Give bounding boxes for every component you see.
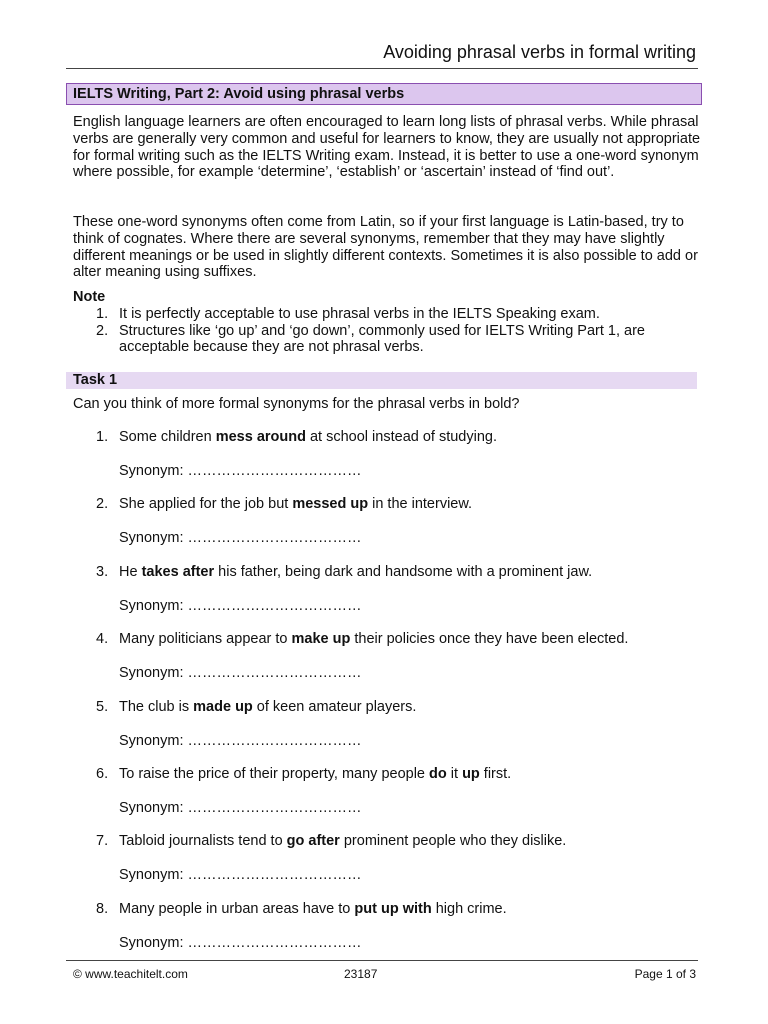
question-number: 4. <box>96 631 109 648</box>
question-number: 7. <box>96 833 109 850</box>
question-text-after: in the interview. <box>368 496 473 513</box>
question-text-after: first. <box>479 765 512 782</box>
question-text-before: Many people in urban areas have to <box>119 900 355 917</box>
synonym-answer-line[interactable]: Synonym: ……………………………… <box>119 799 362 816</box>
note-block <box>73 289 703 356</box>
note-item-number: 1. <box>96 305 109 322</box>
question-text-middle: it <box>446 765 463 782</box>
question-text-before: The club is <box>119 698 194 715</box>
question-text <box>119 833 699 849</box>
question-number: 3. <box>96 563 109 580</box>
question-text-after: his father, being dark and handsome with a prominent jaw. <box>214 563 593 580</box>
question-list <box>73 429 703 968</box>
question-text <box>119 564 699 580</box>
phrasal-verb: messed up <box>292 496 369 513</box>
phrasal-verb-particle: up <box>462 765 480 782</box>
phrasal-verb: do <box>429 765 447 782</box>
synonym-answer-line[interactable]: Synonym: ……………………………… <box>119 665 362 682</box>
question-number: 8. <box>96 900 109 917</box>
synonym-answer-line[interactable]: Synonym: ……………………………… <box>119 597 362 614</box>
question-number: 5. <box>96 698 109 715</box>
question-item <box>73 901 703 968</box>
note-item-text: It is perfectly acceptable to use phrasal verbs in the IELTS Speaking exam. <box>119 305 600 322</box>
synonym-answer-line[interactable]: Synonym: ……………………………… <box>119 530 362 547</box>
question-text <box>119 766 699 782</box>
section-heading: IELTS Writing, Part 2: Avoid using phrasal verbs <box>66 83 702 105</box>
synonym-answer-line[interactable]: Synonym: ……………………………… <box>119 867 362 884</box>
note-title: Note <box>73 289 106 305</box>
question-item <box>73 631 703 698</box>
synonym-answer-line[interactable]: Synonym: ……………………………… <box>119 463 362 479</box>
question-text-before: Many politicians appear to <box>119 631 292 648</box>
question-text-before: He <box>119 563 142 580</box>
intro-paragraph-2: These one-word synonyms often come from Latin, so if your first language is Latin-based, try to think of cognates. Where there are several synonyms, remember that they may have slightly different meanings or be used in slightly different contexts. Sometimes it is also possible to add or alter meaning using suffixes. <box>73 214 698 281</box>
phrasal-verb: go after <box>286 833 340 850</box>
page-title: Avoiding phrasal verbs in formal writing <box>383 42 696 62</box>
question-text <box>119 429 699 445</box>
note-item <box>73 306 703 323</box>
footer-copyright: © www.teachitelt.com <box>73 967 188 981</box>
phrasal-verb: made up <box>193 698 253 715</box>
footer-page-number: Page 1 of 3 <box>634 967 696 981</box>
note-item-text: Structures like ‘go up’ and ‘go down’, commonly used for IELTS Writing Part 1, are acceptable because they are not phrasal verbs. <box>119 322 646 356</box>
footer-resource-code: 23187 <box>344 967 378 981</box>
question-item <box>73 833 703 900</box>
question-item <box>73 766 703 833</box>
question-text-before: Some children <box>119 429 216 445</box>
page-footer <box>66 960 698 985</box>
note-item <box>73 323 703 357</box>
phrasal-verb: takes after <box>141 563 215 580</box>
question-text-after: at school instead of studying. <box>305 429 498 445</box>
question-text-after: prominent people who they dislike. <box>339 833 567 850</box>
question-item <box>73 429 703 496</box>
question-text-before: Tabloid journalists tend to <box>119 833 287 850</box>
page-header <box>66 38 698 69</box>
question-text <box>119 496 699 512</box>
question-number: 2. <box>96 496 109 513</box>
phrasal-verb: put up with <box>354 900 432 917</box>
question-text-before: To raise the price of their property, many people <box>119 765 430 782</box>
task-instructions: Can you think of more formal synonyms for the phrasal verbs in bold? <box>73 396 520 412</box>
question-text-after: high crime. <box>431 900 507 917</box>
question-item <box>73 564 703 631</box>
question-item <box>73 699 703 766</box>
question-item <box>73 496 703 563</box>
intro-paragraph-1: English language learners are often encouraged to learn long lists of phrasal verbs. While phrasal verbs are generally very common and useful for learners to know, they are usually not appropriate for formal writing such as the IELTS Writing exam. Instead, it is better to use a one-word synonym where possible, for example ‘determine’, ‘establish’ or ‘ascertain’ instead of ‘find out’. <box>73 114 701 181</box>
synonym-answer-line[interactable]: Synonym: ……………………………… <box>119 934 362 951</box>
phrasal-verb: mess around <box>215 429 306 445</box>
question-number: 6. <box>96 765 109 782</box>
question-text <box>119 631 699 647</box>
question-text <box>119 699 699 715</box>
phrasal-verb: make up <box>291 631 351 648</box>
question-text-after: of keen amateur players. <box>252 698 417 715</box>
question-text-after: their policies once they have been elected. <box>350 631 629 648</box>
question-text-before: She applied for the job but <box>119 496 293 513</box>
question-number: 1. <box>96 429 109 445</box>
question-text <box>119 901 699 917</box>
synonym-answer-line[interactable]: Synonym: ……………………………… <box>119 732 362 749</box>
note-item-number: 2. <box>96 322 109 339</box>
task-heading: Task 1 <box>66 372 697 389</box>
